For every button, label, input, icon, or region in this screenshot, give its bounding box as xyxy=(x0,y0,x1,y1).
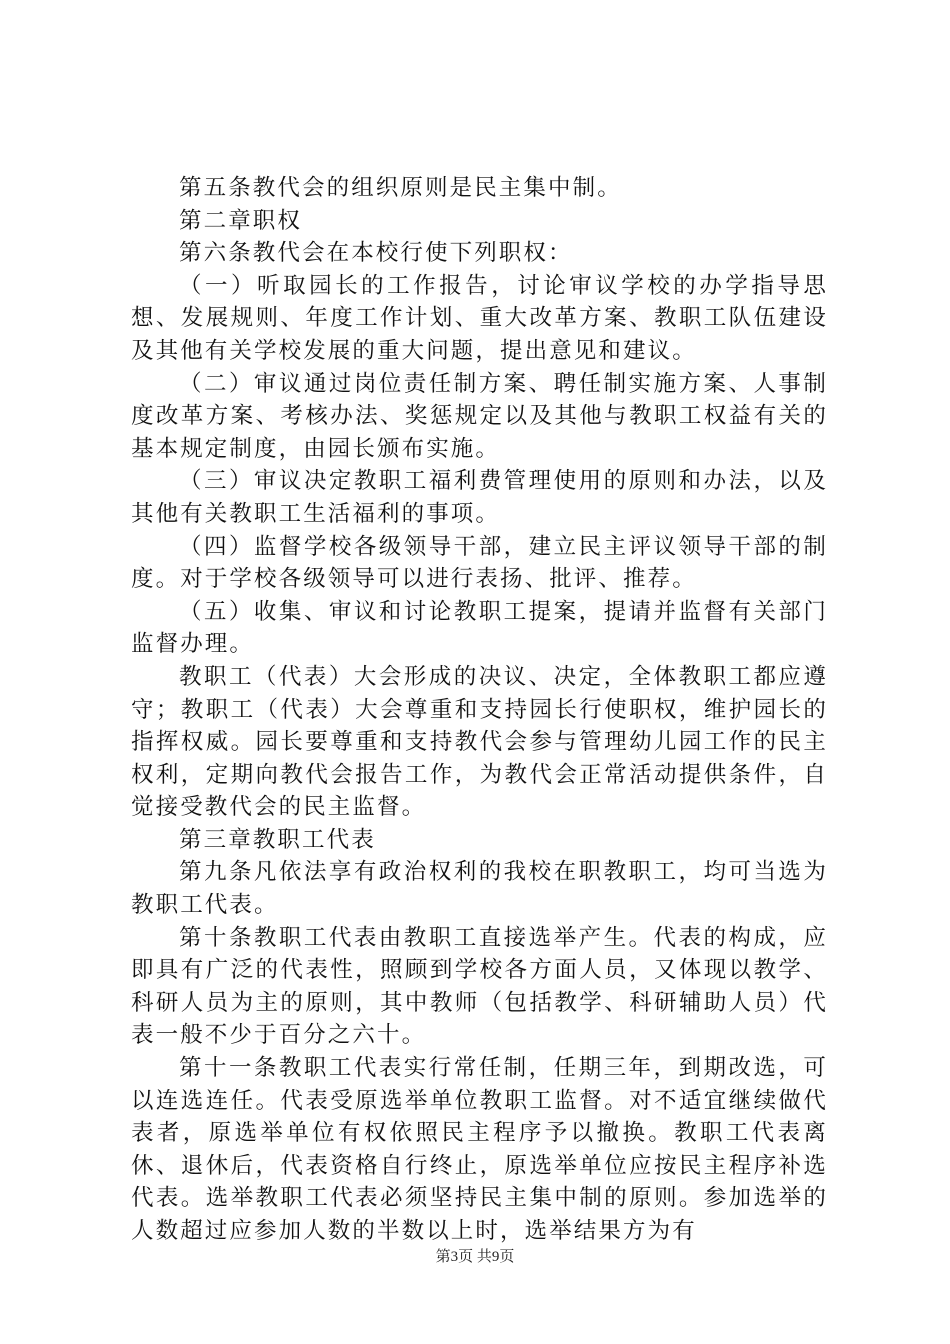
paragraph: （二）审议通过岗位责任制方案、聘任制实施方案、人事制度改革方案、考核办法、奖惩规定以及其他与教职工权益有关的基本规定制度，由园长颁布实施。 xyxy=(131,370,828,462)
paragraph: （四）监督学校各级领导干部，建立民主评议领导干部的制度。对于学校各级领导可以进行表扬、批评、推荐。 xyxy=(131,533,828,593)
chapter-heading: 第二章职权 xyxy=(179,207,303,234)
paragraph: 第六条教代会在本校行使下列职权： xyxy=(179,240,573,267)
chapter-heading: 第三章教职工代表 xyxy=(179,826,376,853)
paragraph: （五）收集、审议和讨论教职工提案，提请并监督有关部门监督办理。 xyxy=(131,598,828,658)
paragraph: 第十条教职工代表由教职工直接选举产生。代表的构成，应即具有广泛的代表性，照顾到学校各方面人员，又体现以教学、科研人员为主的原则，其中教师（包括教学、科研辅助人员）代表一般不少于百分之六十。 xyxy=(131,924,828,1049)
page-number-footer: 第3页 共9页 xyxy=(435,1249,515,1265)
paragraph: （三）审议决定教职工福利费管理使用的原则和办法，以及其他有关教职工生活福利的事项。 xyxy=(131,468,828,527)
paragraph: 第十一条教职工代表实行常任制，任期三年，到期改选，可以连选连任。代表受原选举单位教职工监督。对不适宜继续做代表者，原选举单位有权依照民主程序予以撤换。教职工代表离休、退休后，代表资格自行终止，原选举单位应按民主程序补选代表。选举教职工代表必须坚持民主集中制的原则。参加选举的人数超过应参加人数的半数以上时，选举结果方为有 xyxy=(131,1055,828,1244)
document-body xyxy=(131,172,828,1248)
paragraph: 教职工（代表）大会形成的决议、决定，全体教职工都应遵守；教职工（代表）大会尊重和支持园长行使职权，维护园长的指挥权威。园长要尊重和支持教代会参与管理幼儿园工作的民主权利，定期向教代会报告工作，为教代会正常活动提供条件，自觉接受教代会的民主监督。 xyxy=(131,663,828,821)
paragraph: （一）听取园长的工作报告，讨论审议学校的办学指导思想、发展规则、年度工作计划、重大改革方案、教职工队伍建设及其他有关学校发展的重大问题，提出意见和建议。 xyxy=(131,272,828,364)
paragraph: 第五条教代会的组织原则是民主集中制。 xyxy=(179,175,622,201)
paragraph: 第九条凡依法享有政治权利的我校在职教职工，均可当选为教职工代表。 xyxy=(131,859,828,919)
